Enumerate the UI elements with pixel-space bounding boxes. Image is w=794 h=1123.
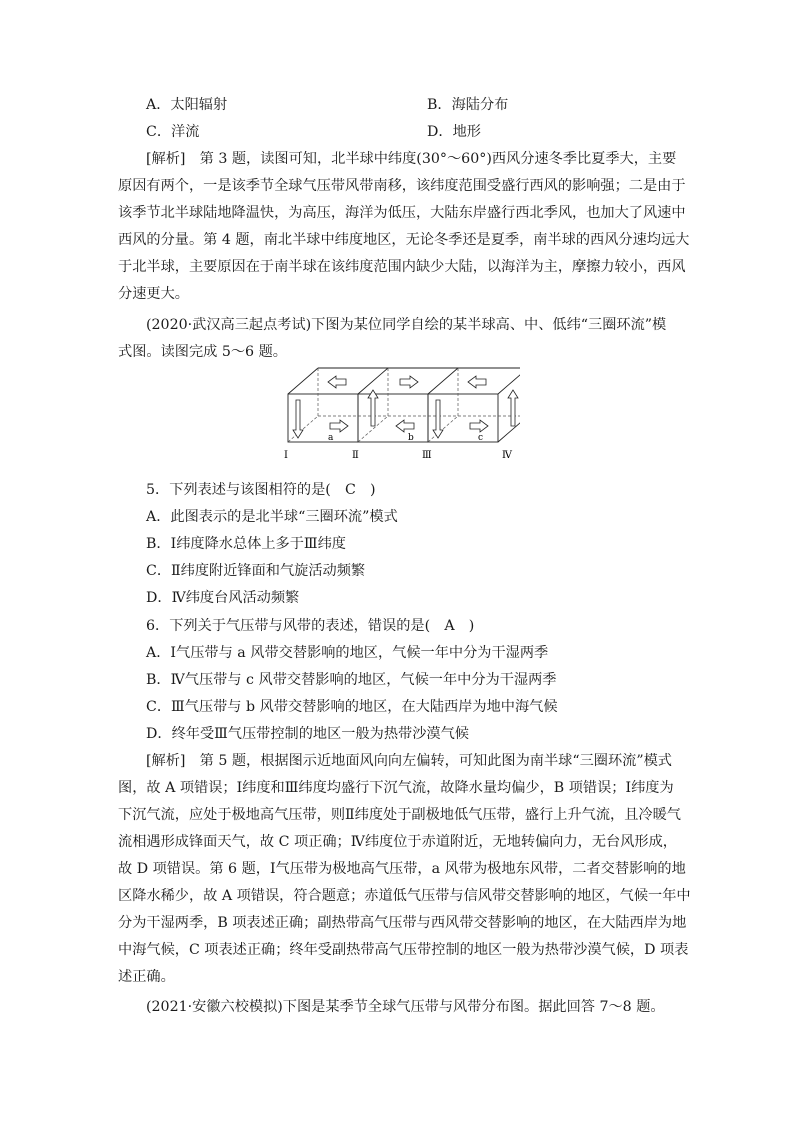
analysis-34-line: 西风的分量。第 4 题，南北半球中纬度地区，无论冬季还是夏季，南半球的西风分速均远大	[118, 232, 690, 248]
analysis-56-line: 区降水稀少，故 A 项错误，符合题意；赤道低气压带与信风带交替影响的地区，气候一年中	[118, 888, 691, 904]
option-c: C．洋流	[146, 124, 200, 140]
analysis-56-line: 故 D 项错误。第 6 题，Ⅰ气压带为极地高气压带，a 风带为极地东风带，二者交替影响的地	[118, 861, 686, 877]
option-d: D．地形	[427, 124, 481, 140]
q5-stem: 5．下列表述与该图相符的是( C )	[146, 482, 376, 498]
q6-option-a: A．Ⅰ气压带与 a 风带交替影响的地区，气候一年中分为干湿两季	[146, 645, 549, 661]
label-b: b	[408, 433, 414, 443]
analysis-56-line: 图，故 A 项错误；Ⅰ纬度和Ⅲ纬度均盛行下沉气流，故降水量均偏少，B 项错误；Ⅰ纬度为	[118, 780, 674, 796]
analysis-56-line: 中海气候，C 项表述正确；终年受副热带高气压带控制的地区一般为热带沙漠气候，D 项表	[118, 942, 689, 958]
q5-option-d: D．Ⅳ纬度台风活动频繁	[146, 590, 300, 606]
q6-option-b: B．Ⅳ气压带与 c 风带交替影响的地区，气候一年中分为干湿两季	[146, 672, 557, 688]
analysis-34-line: 于北半球，主要原因在于南半球在该纬度范围内缺少大陆，以海洋为主，摩擦力较小，西风	[118, 259, 686, 275]
q6-option-c: C．Ⅲ气压带与 b 风带交替影响的地区，在大陆西岸为地中海气候	[146, 699, 558, 715]
q5-option-c: C．Ⅱ纬度附近锋面和气旋活动频繁	[146, 563, 366, 579]
roman-3: Ⅲ	[422, 450, 432, 461]
arrow-down-1	[293, 400, 303, 438]
roman-1: Ⅰ	[284, 450, 288, 461]
analysis-34-line: 原因有两个，一是该季节全球气压带风带南移，该纬度范围受盛行西风的影响强；二是由于	[118, 178, 686, 194]
analysis-34-line: 分速更大。	[118, 286, 189, 302]
arrow-right-bottom-1	[330, 420, 348, 432]
arrow-left-top-1	[328, 376, 346, 388]
intro-56-line: (2020·武汉高三起点考试)下图为某位同学自绘的某半球高、中、低纬“三圈环流”模	[146, 317, 667, 333]
box-front-2	[358, 394, 428, 442]
label-c: c	[478, 433, 484, 443]
analysis-34-line: [解析] 第 3 题，读图可知，北半球中纬度(30°～60°)西风分速冬季比夏季大，主要	[146, 151, 677, 167]
arrow-right-top-2	[400, 376, 418, 388]
intro-56-line: 式图。读图完成 5～6 题。	[118, 344, 287, 360]
arrow-down-3	[433, 400, 443, 438]
arrow-up-4	[508, 390, 518, 426]
arrow-right-bottom-3	[470, 420, 488, 432]
analysis-56-line: 流相遇形成锋面天气，故 C 项正确；Ⅳ纬度位于赤道附近，无地转偏向力，无台风形成，	[118, 834, 677, 850]
analysis-56-line: 述正确。	[118, 969, 175, 985]
option-b: B．海陆分布	[427, 97, 509, 113]
q6-option-d: D．终年受Ⅲ气压带控制的地区一般为热带沙漠气候	[146, 726, 469, 742]
analysis-56-line: [解析] 第 5 题，根据图示近地面风向向左偏转，可知此图为南半球“三圈环流”模式	[146, 753, 672, 769]
q6-stem: 6．下列关于气压带与风带的表述，错误的是( A )	[146, 618, 475, 634]
option-a: A．太阳辐射	[146, 97, 228, 113]
arrow-left-bottom-2	[396, 420, 414, 432]
intro-78: (2021·安徽六校模拟)下图是某季节全球气压带与风带分布图。据此回答 7～8 题。	[146, 999, 665, 1015]
three-cell-circulation-diagram	[280, 362, 520, 462]
arrow-left-top-3	[468, 376, 486, 388]
arrow-up-2	[368, 390, 378, 426]
analysis-56-line: 下沉气流，应处于极地高气压带，则Ⅱ纬度处于副极地低气压带，盛行上升气流，且冷暖气	[118, 807, 681, 823]
roman-2: Ⅱ	[352, 450, 359, 461]
analysis-34-line: 该季节北半球陆地降温快，为高压，海洋为低压，大陆东岸盛行西北季风，也加大了风速中	[118, 205, 686, 221]
circulation-svg	[280, 362, 520, 462]
q5-option-b: B．Ⅰ纬度降水总体上多于Ⅲ纬度	[146, 536, 346, 552]
roman-4: Ⅳ	[502, 450, 512, 461]
analysis-56-line: 分为干湿两季，B 项表述正确；副热带高气压带与西风带交替影响的地区，在大陆西岸为地	[118, 915, 687, 931]
q5-option-a: A．此图表示的是北半球“三圈环流”模式	[146, 509, 398, 525]
label-a: a	[328, 433, 334, 443]
